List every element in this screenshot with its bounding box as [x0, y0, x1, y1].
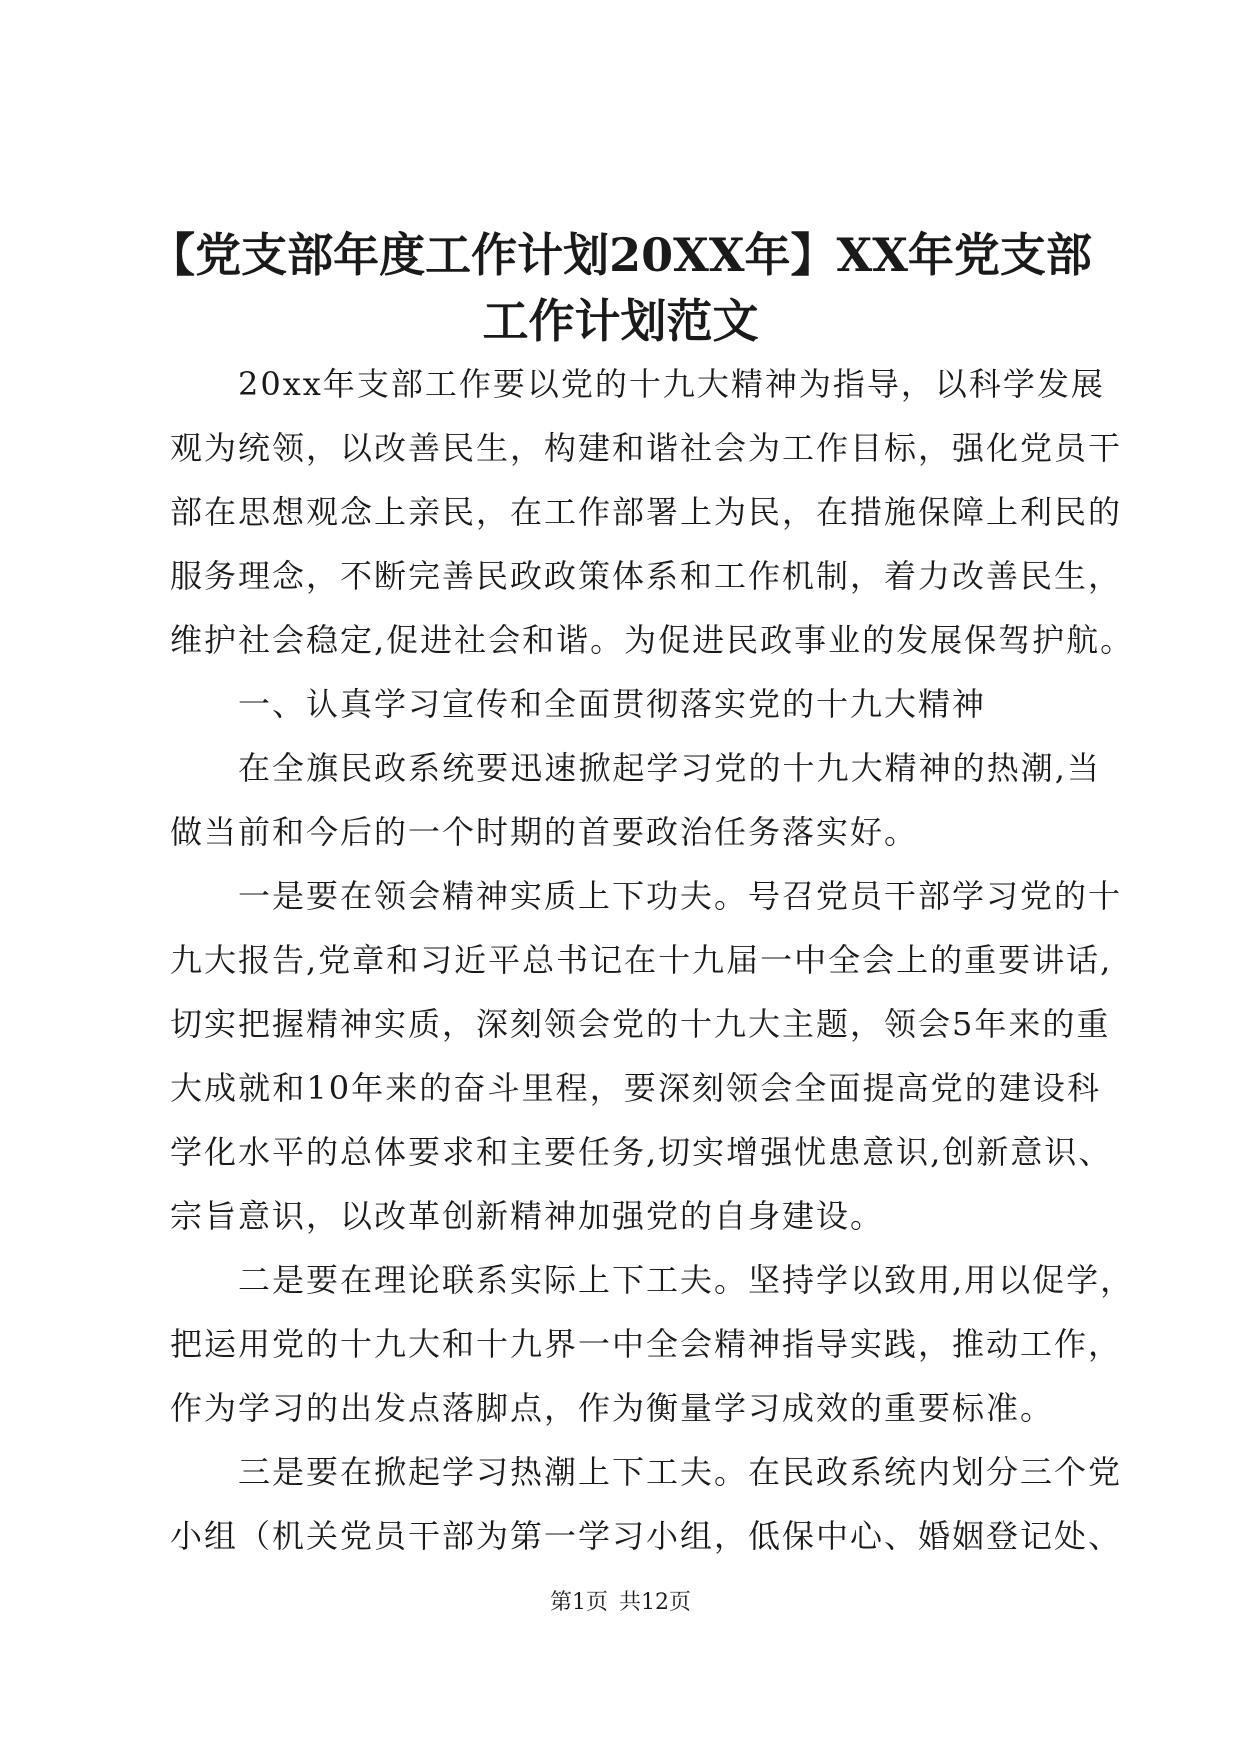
body-line: 观为统领，以改善民生，构建和谐社会为工作目标，强化党员干 [170, 429, 1123, 467]
body-line: 在全旗民政系统要迅速掀起学习党的十九大精神的热潮,当 [238, 749, 1101, 787]
body-line: 做当前和今后的一个时期的首要政治任务落实好。 [170, 813, 919, 851]
body-line: 20xx年支部工作要以党的十九大精神为指导，以科学发展 [238, 365, 1105, 403]
body-line: 服务理念，不断完善民政政策体系和工作机制，着力改善民生， [170, 557, 1123, 595]
page-number: 第1页 [550, 1590, 608, 1615]
body-line: 九大报告,党章和习近平总书记在十九届一中全会上的重要讲话, [170, 941, 1113, 979]
body-line: 部在思想观念上亲民，在工作部署上为民，在措施保障上利民的 [170, 493, 1123, 531]
page-footer [0, 1588, 1241, 1618]
body-line: 作为学习的出发点落脚点，作为衡量学习成效的重要标准。 [170, 1389, 1055, 1427]
title-line-2: 工作计划范文 [482, 294, 759, 348]
body-line: 切实把握精神实质，深刻领会党的十九大主题，领会5年来的重 [170, 1005, 1111, 1043]
body-line: 学化水平的总体要求和主要任务,切实增强忧患意识,创新意识、 [170, 1133, 1113, 1171]
document-body [170, 352, 1135, 1568]
body-line: 一、认真学习宣传和全面贯彻落实党的十九大精神 [238, 685, 987, 723]
body-line: 把运用党的十九大和十九界一中全会精神指导实践，推动工作， [170, 1325, 1123, 1363]
body-line: 三是要在掀起学习热潮上下工夫。在民政系统内划分三个党 [238, 1453, 1123, 1491]
document-title [140, 222, 1101, 354]
body-line: 维护社会稳定,促进社会和谐。为促进民政事业的发展保驾护航。 [170, 621, 1135, 659]
body-line: 宗旨意识，以改革创新精神加强党的自身建设。 [170, 1197, 885, 1235]
body-line: 大成就和10年来的奋斗里程，要深刻领会全面提高党的建设科 [170, 1069, 1101, 1107]
page-total: 共12页 [619, 1590, 691, 1615]
body-line: 一是要在领会精神实质上下功夫。号召党员干部学习党的十 [238, 877, 1123, 915]
body-line: 小组（机关党员干部为第一学习小组，低保中心、婚姻登记处、 [170, 1517, 1123, 1555]
body-line: 二是要在理论联系实际上下工夫。坚持学以致用,用以促学， [238, 1261, 1135, 1299]
title-line-1: 【党支部年度工作计划20XX年】XX年党支部 [149, 228, 1092, 282]
